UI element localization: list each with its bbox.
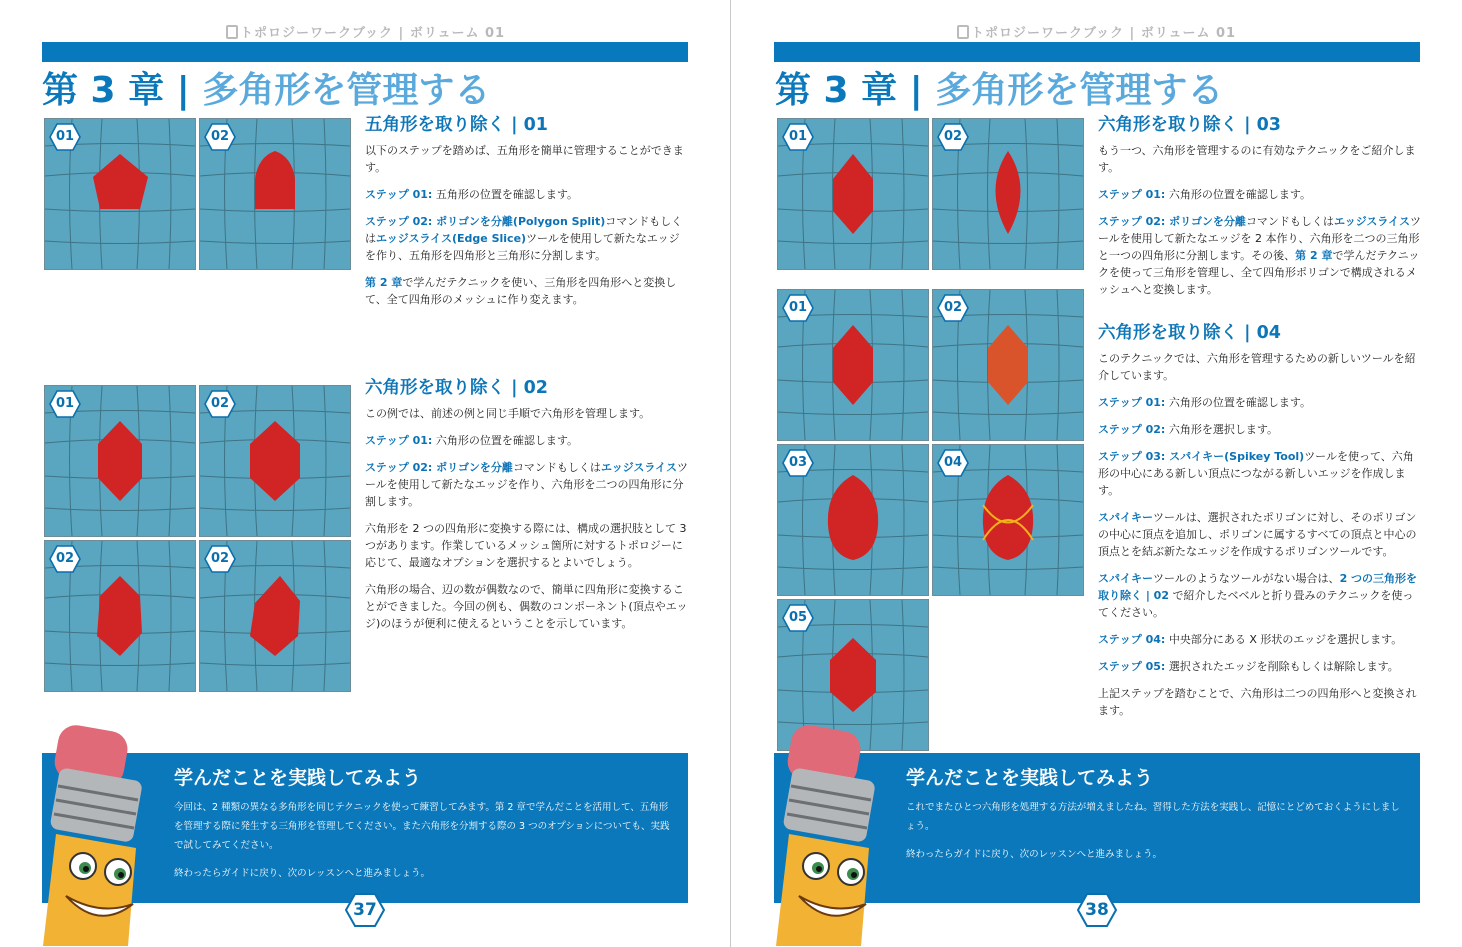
section-title: 五角形を取り除く | 01 bbox=[365, 115, 548, 135]
section-pentagon-01 bbox=[365, 114, 690, 318]
step-4: ステップ 04: 中央部分にある X 形状のエッジを選択します。 bbox=[1098, 633, 1403, 646]
step-badge: 02 bbox=[204, 123, 236, 151]
chapter-title: 第 3 章 | 多角形を管理する bbox=[42, 70, 491, 111]
paragraph: スパイキーツールは、選択されたポリゴンに対し、そのポリゴンの中心に頂点を追加し、ポリゴンに属するすべての頂点と中心の頂点とを結ぶ新たなエッジを作成するポリゴンツールです。 bbox=[1098, 511, 1417, 558]
paragraph: 上記ステップを踏むことで、六角形は二つの四角形へと変換されます。 bbox=[1098, 687, 1417, 717]
practice-text: 今回は、2 種類の異なる多角形を同じテクニックを使って練習してみます。第 2 章で学んだことを活用して、五角形を管理する際に発生する三角形を管理してください。また六角形を分割する際の 3 つのオプションについても、実践で試してみてください。 bbox=[174, 802, 670, 851]
mesh-image-hexagon-03-a bbox=[777, 118, 929, 270]
page-number: 38 bbox=[1077, 893, 1117, 927]
mesh-image-hexagon-02-c bbox=[44, 540, 196, 692]
step-2: ステップ 02: ポリゴンを分離コマンドもしくはエッジスライスツールを使用して新たなエッジを 2 本作り、六角形を二つの三角形と一つの四角形に分割します。その後、第 2 章で学んだテクニックを使って三角形を管理し、全て四角形ポリゴンで構成されるメッシュへと変換します。 bbox=[1098, 215, 1421, 296]
paragraph: 六角形の場合、辺の数が偶数なので、簡単に四角形に変換することができました。今回の例も、偶数のコンポーネント(頂点やエッジ)のほうが便利に使えるということを示しています。 bbox=[365, 583, 688, 630]
mesh-image-hexagon-02-b bbox=[199, 385, 351, 537]
pencil-mascot-image bbox=[38, 716, 188, 946]
page-38 bbox=[731, 0, 1462, 947]
page-number: 37 bbox=[345, 893, 385, 927]
paragraph: スパイキーツールのようなツールがない場合は、2 つの三角形を取り除く | 02 で紹介したベベルと折り畳みのテクニックを使ってください。 bbox=[1098, 572, 1418, 619]
section-title: 六角形を取り除く | 04 bbox=[1098, 323, 1281, 343]
step-5: ステップ 05: 選択されたエッジを削除もしくは解除します。 bbox=[1098, 660, 1399, 673]
mesh-image-hexagon-03-b bbox=[932, 118, 1084, 270]
practice-text: 終わったらガイドに戻り、次のレッスンへと進みましょう。 bbox=[906, 849, 1163, 860]
section-hexagon-03 bbox=[1098, 114, 1422, 308]
practice-text: 終わったらガイドに戻り、次のレッスンへと進みましょう。 bbox=[174, 868, 431, 879]
book-icon bbox=[957, 25, 969, 39]
step-badge: 01 bbox=[49, 123, 81, 151]
step-1: ステップ 01: 六角形の位置を確認します。 bbox=[365, 434, 578, 447]
paragraph: 六角形を 2 つの四角形に変換する際には、構成の選択肢として 3 つがあります。作業しているメッシュ箇所に対するトポロジーに応じて、最適なオプションを選択するとよいでしょう。 bbox=[365, 522, 687, 569]
step-badge: 04 bbox=[937, 449, 969, 477]
step-3: ステップ 03: スパイキー(Spikey Tool)ツールを使って、六角形の中心にある新しい頂点につながる新しいエッジを作成します。 bbox=[1098, 450, 1414, 497]
mesh-image-hexagon-04-b bbox=[932, 289, 1084, 441]
running-head: トポロジーワークブック | ボリューム 01 bbox=[731, 22, 1462, 41]
mesh-image-hexagon-02-d bbox=[199, 540, 351, 692]
step-badge: 01 bbox=[782, 123, 814, 151]
step-badge: 02 bbox=[204, 545, 236, 573]
step-badge: 03 bbox=[782, 449, 814, 477]
running-head: トポロジーワークブック | ボリューム 01 bbox=[0, 22, 731, 41]
paragraph: もう一つ、六角形を管理するのに有効なテクニックをご紹介します。 bbox=[1098, 144, 1416, 174]
section-hexagon-04 bbox=[1098, 322, 1422, 729]
step-badge: 02 bbox=[49, 545, 81, 573]
mesh-image-hexagon-02-a bbox=[44, 385, 196, 537]
section-hexagon-02 bbox=[365, 377, 690, 642]
practice-text: これでまたひとつ六角形を処理する方法が増えましたね。習得した方法を実践し、記憶にとどめておくようにしましょう。 bbox=[906, 802, 1400, 832]
top-bar bbox=[42, 42, 688, 62]
step-2: ステップ 02: 六角形を選択します。 bbox=[1098, 423, 1278, 436]
book-icon bbox=[226, 25, 238, 39]
section-title: 六角形を取り除く | 02 bbox=[365, 378, 548, 398]
section-title: 六角形を取り除く | 03 bbox=[1098, 115, 1281, 135]
top-bar bbox=[774, 42, 1420, 62]
step-badge: 02 bbox=[937, 294, 969, 322]
chapter-title: 第 3 章 | 多角形を管理する bbox=[775, 70, 1224, 111]
step-badge: 01 bbox=[49, 390, 81, 418]
paragraph: 以下のステップを踏めば、五角形を簡単に管理することができます。 bbox=[365, 144, 684, 174]
mesh-image-pentagon-01 bbox=[44, 118, 196, 270]
step-1: ステップ 01: 五角形の位置を確認します。 bbox=[365, 188, 578, 201]
step-2: ステップ 02: ポリゴンを分離(Polygon Split)コマンドもしくはエッジスライス(Edge Slice)ツールを使用して新たなエッジを作り、五角形を四角形と三角形に分割します。 bbox=[365, 215, 683, 262]
mesh-image-hexagon-04-a bbox=[777, 289, 929, 441]
paragraph: 第 2 章で学んだテクニックを使い、三角形を四角形へと変換して、全て四角形のメッシュに作り変えます。 bbox=[365, 276, 677, 306]
step-2: ステップ 02: ポリゴンを分離コマンドもしくはエッジスライスツールを使用して新たなエッジを作り、六角形を二つの四角形に分割します。 bbox=[365, 461, 688, 508]
mesh-image-pentagon-02 bbox=[199, 118, 351, 270]
pencil-mascot-image bbox=[771, 716, 921, 946]
step-badge: 02 bbox=[937, 123, 969, 151]
paragraph: このテクニックでは、六角形を管理するための新しいツールを紹介しています。 bbox=[1098, 352, 1416, 382]
step-badge: 05 bbox=[782, 604, 814, 632]
mesh-image-hexagon-04-d bbox=[932, 444, 1084, 596]
step-badge: 01 bbox=[782, 294, 814, 322]
step-1: ステップ 01: 六角形の位置を確認します。 bbox=[1098, 396, 1311, 409]
practice-title: 学んだことを実践してみよう bbox=[906, 767, 1154, 789]
paragraph: この例では、前述の例と同じ手順で六角形を管理します。 bbox=[365, 407, 651, 420]
practice-title: 学んだことを実践してみよう bbox=[174, 767, 422, 789]
mesh-image-hexagon-04-c bbox=[777, 444, 929, 596]
step-badge: 02 bbox=[204, 390, 236, 418]
step-1: ステップ 01: 六角形の位置を確認します。 bbox=[1098, 188, 1311, 201]
